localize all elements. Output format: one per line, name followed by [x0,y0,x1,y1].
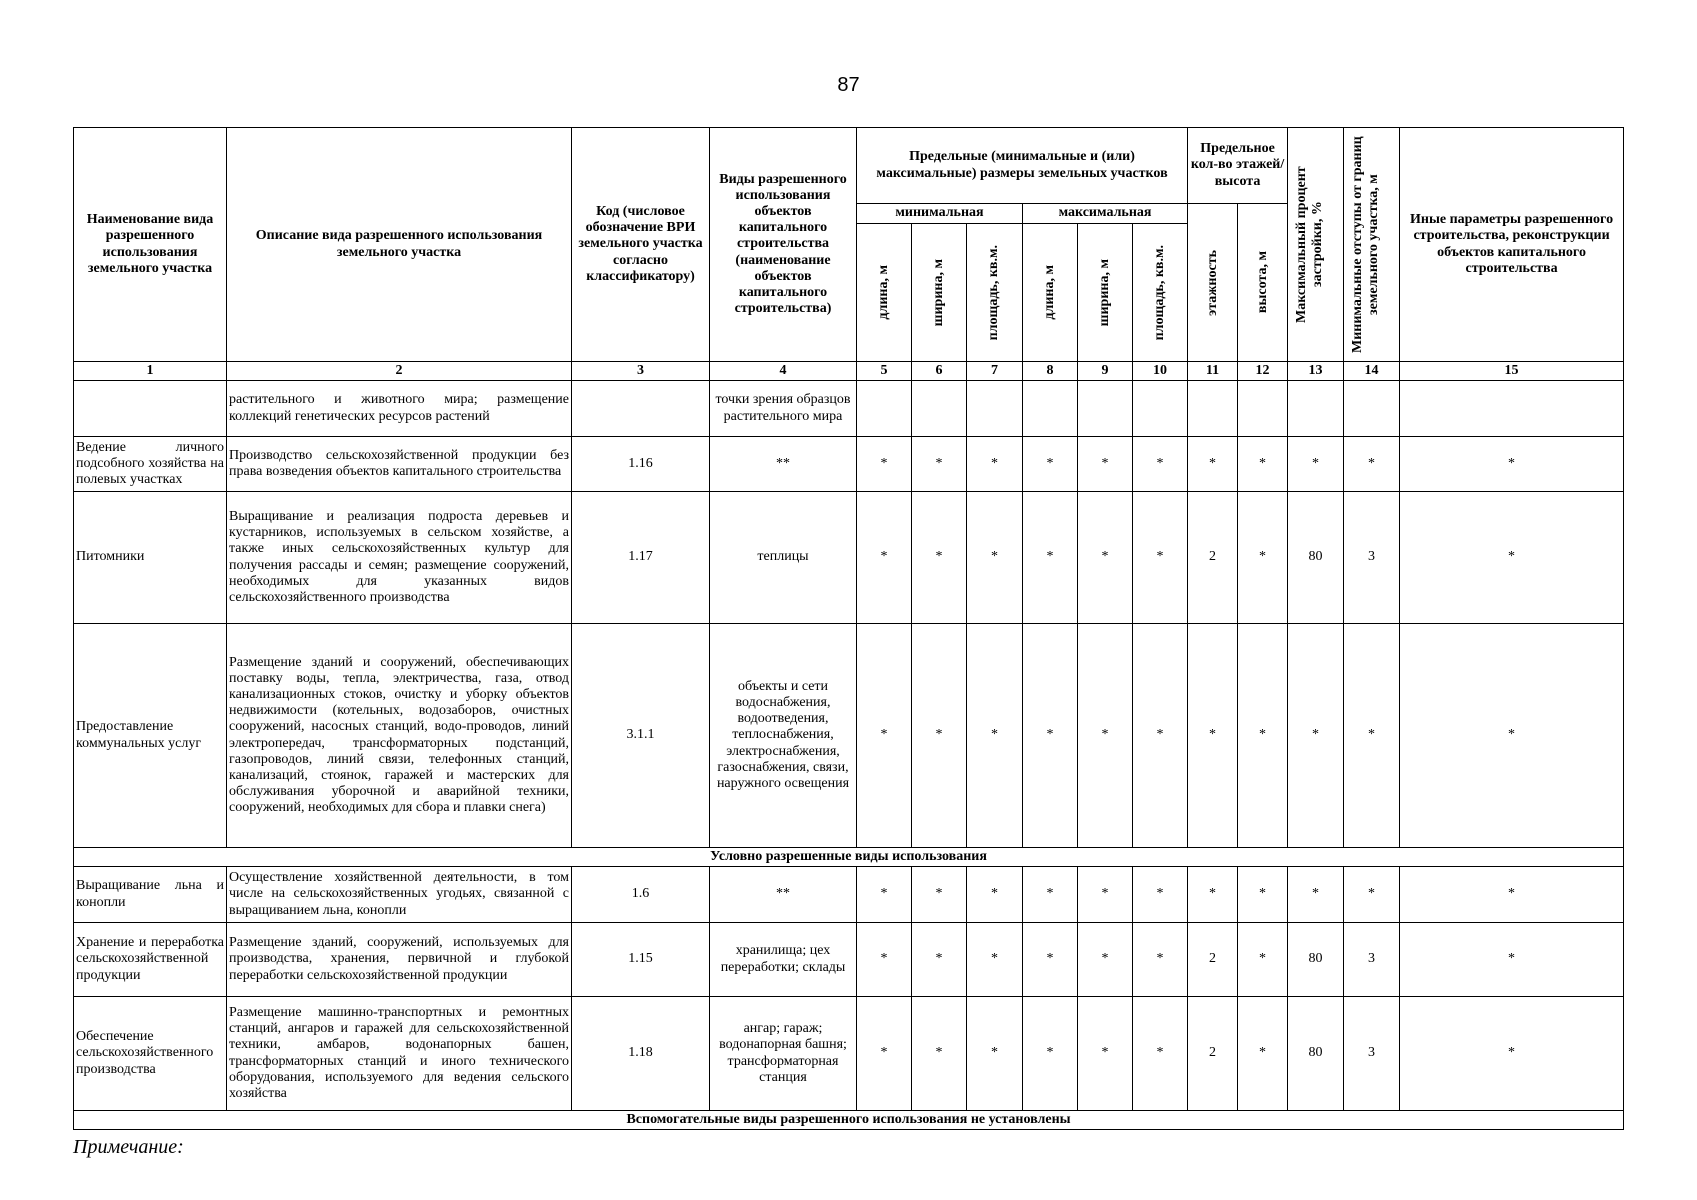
header-other-params: Иные параметры разрешенного строительства, реконструкции объектов капитального строительства [1400,128,1624,362]
cell-param: 80 [1288,923,1344,997]
cell-code: 1.16 [572,437,710,492]
header-min-group: минимальная [857,204,1023,224]
cell-objects: хранилища; цех переработки; склады [710,923,857,997]
cell-param: 3 [1344,492,1400,624]
cell-param: 2 [1188,923,1238,997]
section-title-conditional: Условно разрешенные виды использования [74,848,1624,867]
header-height: высота, м [1238,204,1288,362]
page-number: 87 [837,74,860,96]
table-row [74,624,1624,848]
cell-param: * [1344,437,1400,492]
cell-param: * [912,492,967,624]
header-min-width: ширина, м [912,224,967,362]
cell-objects: ** [710,437,857,492]
column-number: 6 [912,362,967,381]
cell-param [1344,381,1400,437]
cell-param: 3 [1344,923,1400,997]
cell-description: растительного и животного мира; размещение коллекций генетических ресурсов растений [227,381,572,437]
cell-param: * [1344,624,1400,848]
cell-param: * [912,624,967,848]
header-max-group: максимальная [1023,204,1188,224]
cell-param: * [857,923,912,997]
cell-param: * [1133,997,1188,1111]
cell-param [1023,381,1078,437]
cell-param [967,381,1023,437]
cell-param: * [1133,492,1188,624]
cell-param: * [1023,437,1078,492]
header-max-length: длина, м [1023,224,1078,362]
cell-code: 3.1.1 [572,624,710,848]
section-row-auxiliary [74,1111,1624,1130]
cell-param: * [967,997,1023,1111]
cell-param: * [1023,492,1078,624]
table-row [74,867,1624,923]
cell-param: * [1078,437,1133,492]
cell-param: * [1133,624,1188,848]
column-number: 2 [227,362,572,381]
cell-param: * [1238,492,1288,624]
note-label: Примечание: [73,1136,184,1158]
header-max-width: ширина, м [1078,224,1133,362]
cell-code: 1.18 [572,997,710,1111]
cell-param [1188,381,1238,437]
header-min-length: длина, м [857,224,912,362]
table-body [74,381,1624,1130]
section-row-conditional [74,848,1624,867]
cell-description: Осуществление хозяйственной деятельности, в том числе на сельскохозяйственных угодьях, связанной с выращиванием льна, конопли [227,867,572,923]
cell-param: * [1023,997,1078,1111]
column-number: 7 [967,362,1023,381]
cell-param: * [912,867,967,923]
cell-param: * [1133,923,1188,997]
cell-param: 80 [1288,997,1344,1111]
cell-param: 80 [1288,492,1344,624]
cell-param: * [1078,923,1133,997]
cell-param: * [1238,624,1288,848]
column-number: 15 [1400,362,1624,381]
table-row [74,381,1624,437]
column-number: 4 [710,362,857,381]
cell-param: 2 [1188,997,1238,1111]
header-floor-limits: Предельное кол-во этажей/ высота [1188,128,1288,204]
cell-objects: ангар; гараж; водонапорная башня; трансформаторная станция [710,997,857,1111]
cell-param: * [1238,923,1288,997]
cell-description: Производство сельскохозяйственной продукции без права возведения объектов капитального строительства [227,437,572,492]
header-description: Описание вида разрешенного использования земельного участка [227,128,572,362]
cell-param: * [1344,867,1400,923]
cell-param [1288,381,1344,437]
cell-objects: теплицы [710,492,857,624]
cell-param: * [1288,624,1344,848]
section-title-auxiliary: Вспомогательные виды разрешенного использования не установлены [74,1111,1624,1130]
header-land-use-name: Наименование вида разрешенного использования земельного участка [74,128,227,362]
cell-param: * [1400,492,1624,624]
header-floors: этажность [1188,204,1238,362]
cell-objects: объекты и сети водоснабжения, водоотведения, теплоснабжения, электроснабжения, газоснабжения, связи, наружного освещения [710,624,857,848]
column-number: 11 [1188,362,1238,381]
cell-param: * [1288,867,1344,923]
cell-param: * [1238,867,1288,923]
cell-param: * [1400,997,1624,1111]
cell-param: * [1078,492,1133,624]
cell-param: * [912,923,967,997]
header-plot-size-limits: Предельные (минимальные и (или) максимальные) размеры земельных участков [857,128,1188,204]
cell-param: * [967,437,1023,492]
cell-param: * [1188,437,1238,492]
column-number: 12 [1238,362,1288,381]
cell-param: * [1023,867,1078,923]
cell-param: * [1400,867,1624,923]
cell-name: Предоставление коммунальных услуг [74,624,227,848]
cell-code: 1.15 [572,923,710,997]
cell-param [1400,381,1624,437]
cell-param: 2 [1188,492,1238,624]
cell-description: Размещение зданий и сооружений, обеспечивающих поставку воды, тепла, электричества, газа, отвод канализационных стоков, очистку и уборку объектов недвижимости (котельных, водозаборов, очистных сооружений, насосных станций, водо-проводов, линий электропередач, трансформаторных подстанций, газопроводов, линий связи, телефонных станций, канализаций, стоянок, гаражей и мастерских для обслуживания уборочной и аварийной техники, сооружений, необходимых для сбора и плавки снега) [227,624,572,848]
cell-param: * [857,624,912,848]
cell-param: * [1078,997,1133,1111]
cell-name: Выращивание льна и конопли [74,867,227,923]
cell-objects: точки зрения образцов растительного мира [710,381,857,437]
cell-param: * [1288,437,1344,492]
column-number: 10 [1133,362,1188,381]
cell-name: Ведение личного подсобного хозяйства на полевых участках [74,437,227,492]
cell-code [572,381,710,437]
cell-param: * [1238,437,1288,492]
land-use-table [73,127,1624,1130]
cell-param: * [912,997,967,1111]
cell-param [857,381,912,437]
cell-description: Выращивание и реализация подроста деревьев и кустарников, используемых в сельском хозяйстве, а также иных сельскохозяйственных культур для получения рассады и семян; размещение сооружений, необходимых для указанных видов сельскохозяйственного производства [227,492,572,624]
cell-param: * [1023,923,1078,997]
column-number: 14 [1344,362,1400,381]
table-row [74,997,1624,1111]
cell-param: 3 [1344,997,1400,1111]
column-numbers-row [74,362,1624,381]
cell-description: Размещение зданий, сооружений, используемых для производства, хранения, первичной и глубокой переработки сельскохозяйственной продукции [227,923,572,997]
cell-param [1133,381,1188,437]
column-number: 3 [572,362,710,381]
column-number: 1 [74,362,227,381]
column-number: 8 [1023,362,1078,381]
table-header [74,128,1624,381]
cell-param: * [857,437,912,492]
header-min-area: площадь, кв.м. [967,224,1023,362]
cell-objects: ** [710,867,857,923]
header-object-types: Виды разрешенного использования объектов капитального строительства (наименование объектов капитального строительства) [710,128,857,362]
cell-param: * [857,867,912,923]
cell-param: * [1133,867,1188,923]
cell-param: * [1188,624,1238,848]
cell-param: * [1400,923,1624,997]
cell-param: * [1400,624,1624,848]
cell-param [912,381,967,437]
cell-param: * [1400,437,1624,492]
cell-param: * [1188,867,1238,923]
cell-param: * [1023,624,1078,848]
cell-code: 1.17 [572,492,710,624]
cell-param: * [912,437,967,492]
table-row [74,492,1624,624]
cell-param: * [967,923,1023,997]
cell-code: 1.6 [572,867,710,923]
column-number: 9 [1078,362,1133,381]
cell-name: Питомники [74,492,227,624]
cell-name [74,381,227,437]
cell-param [1078,381,1133,437]
header-max-build-percent: Максимальный процент застройки, % [1288,128,1344,362]
cell-name: Хранение и переработка сельскохозяйственной продукции [74,923,227,997]
cell-param: * [1078,624,1133,848]
cell-description: Размещение машинно-транспортных и ремонтных станций, ангаров и гаражей для сельскохозяйственной техники, амбаров, водонапорных башен, трансформаторных станций и иного технического оборудования, используемого для ведения сельского хозяйства [227,997,572,1111]
table-row [74,923,1624,997]
cell-param [1238,381,1288,437]
header-max-area: площадь, кв.м. [1133,224,1188,362]
table-row [74,437,1624,492]
cell-param: * [1133,437,1188,492]
header-code: Код (числовое обозначение ВРИ земельного участка согласно классификатору) [572,128,710,362]
cell-param: * [1238,997,1288,1111]
cell-param: * [967,624,1023,848]
column-number: 13 [1288,362,1344,381]
cell-param: * [967,492,1023,624]
header-min-setback: Минимальные отступы от границ земельного участка, м [1344,128,1400,362]
column-number: 5 [857,362,912,381]
cell-param: * [1078,867,1133,923]
cell-name: Обеспечение сельскохозяйственного производства [74,997,227,1111]
cell-param: * [967,867,1023,923]
cell-param: * [857,997,912,1111]
cell-param: * [857,492,912,624]
